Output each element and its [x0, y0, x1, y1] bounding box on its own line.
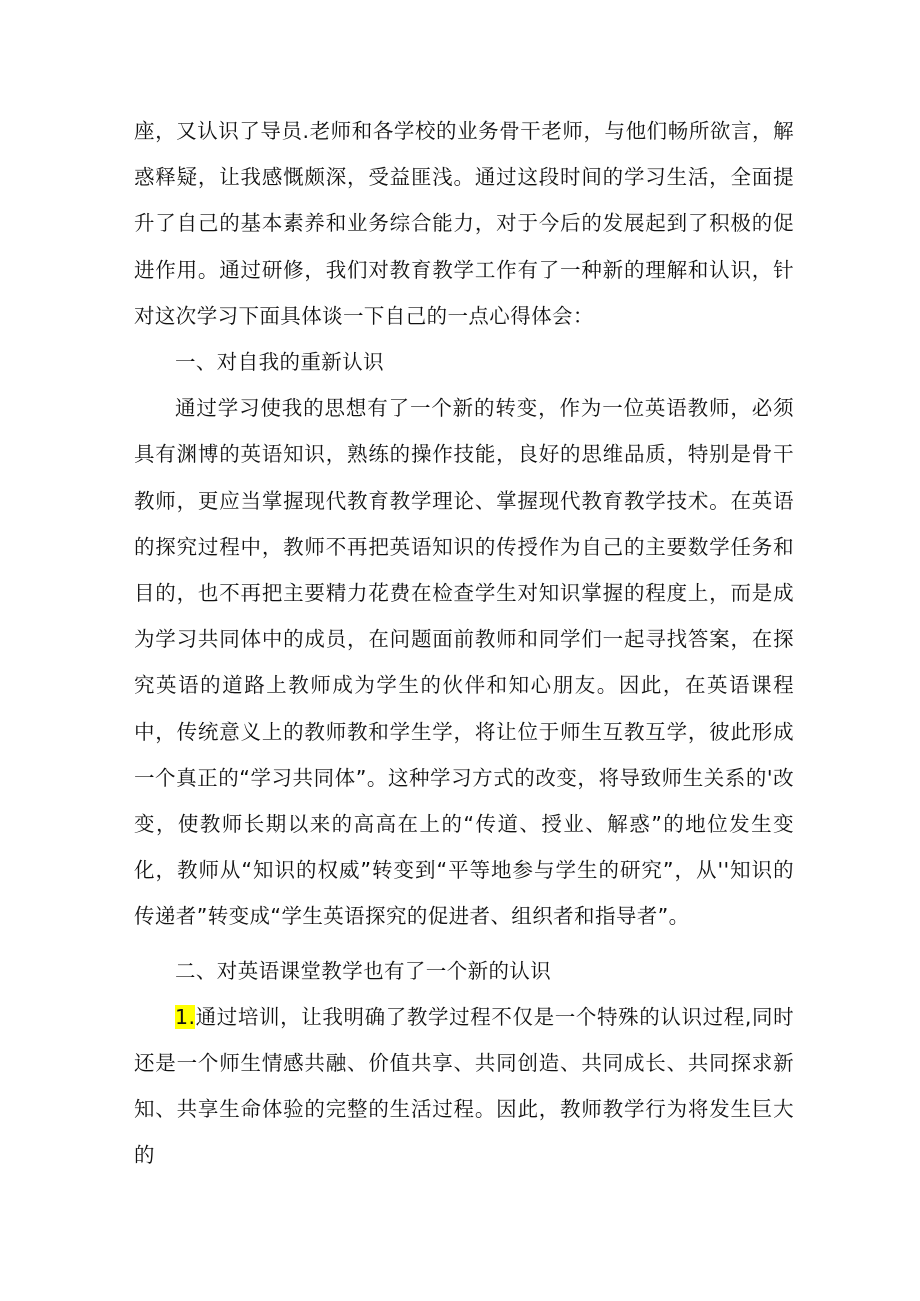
- section-heading-self-recognition: 一、对自我的重新认识: [175, 350, 384, 375]
- document-body: [134, 108, 794, 1179]
- section-heading-classroom-teaching: 二、对英语课堂教学也有了一个新的认识: [175, 958, 552, 983]
- item-number-highlight: 1.: [175, 1004, 196, 1029]
- self-recognition-paragraph: 通过学习使我的思想有了一个新的转变，作为一位英语教师，必须具有渊博的英语知识，熟练的操作技能，良好的思维品质，特别是骨干教师，更应当掌握现代教育教学理论、掌握现代教育教学技术。在英语的探究过程中，教师不再把英语知识的传授作为自己的主要数学任务和目的，也不再把主要精力花费在检查学生对知识掌握的程度上，而是成为学习共同体中的成员，在问题面前教师和同学们一起寻找答案，在探究英语的道路上教师成为学生的伙伴和知心朋友。因此，在英语课程中，传统意义上的教师教和学生学，将让位于师生互教互学，彼此形成一个真正的“学习共同体”。这种学习方式的改变，将导致师生关系的'改变，使教师长期以来的高高在上的“传道、授业、解惑”的地位发生变化，教师从“知识的权威”转变到“平等地参与学生的研究”，从''知识的传递者”转变成“学生英语探究的促进者、组织者和指导者”。: [134, 396, 794, 929]
- list-item-1-text: 通过培训，让我明确了教学过程不仅是一个特殊的认识过程,同时还是一个师生情感共融、价值共享、共同创造、共同成长、共同探求新知、共享生命体验的完整的生活过程。因此，教师教学行为将发生巨大的: [134, 1004, 794, 1168]
- intro-paragraph: 座，又认识了导员.老师和各学校的业务骨干老师，与他们畅所欲言，解惑释疑，让我感慨颇深，受益匪浅。通过这段时间的学习生活，全面提升了自己的基本素养和业务综合能力，对于今后的发展起到了积极的促进作用。通过研修，我们对教育教学工作有了一种新的理解和认识，针对这次学习下面具体谈一下自己的一点心得体会：: [134, 119, 794, 328]
- list-item-1: [134, 994, 794, 1179]
